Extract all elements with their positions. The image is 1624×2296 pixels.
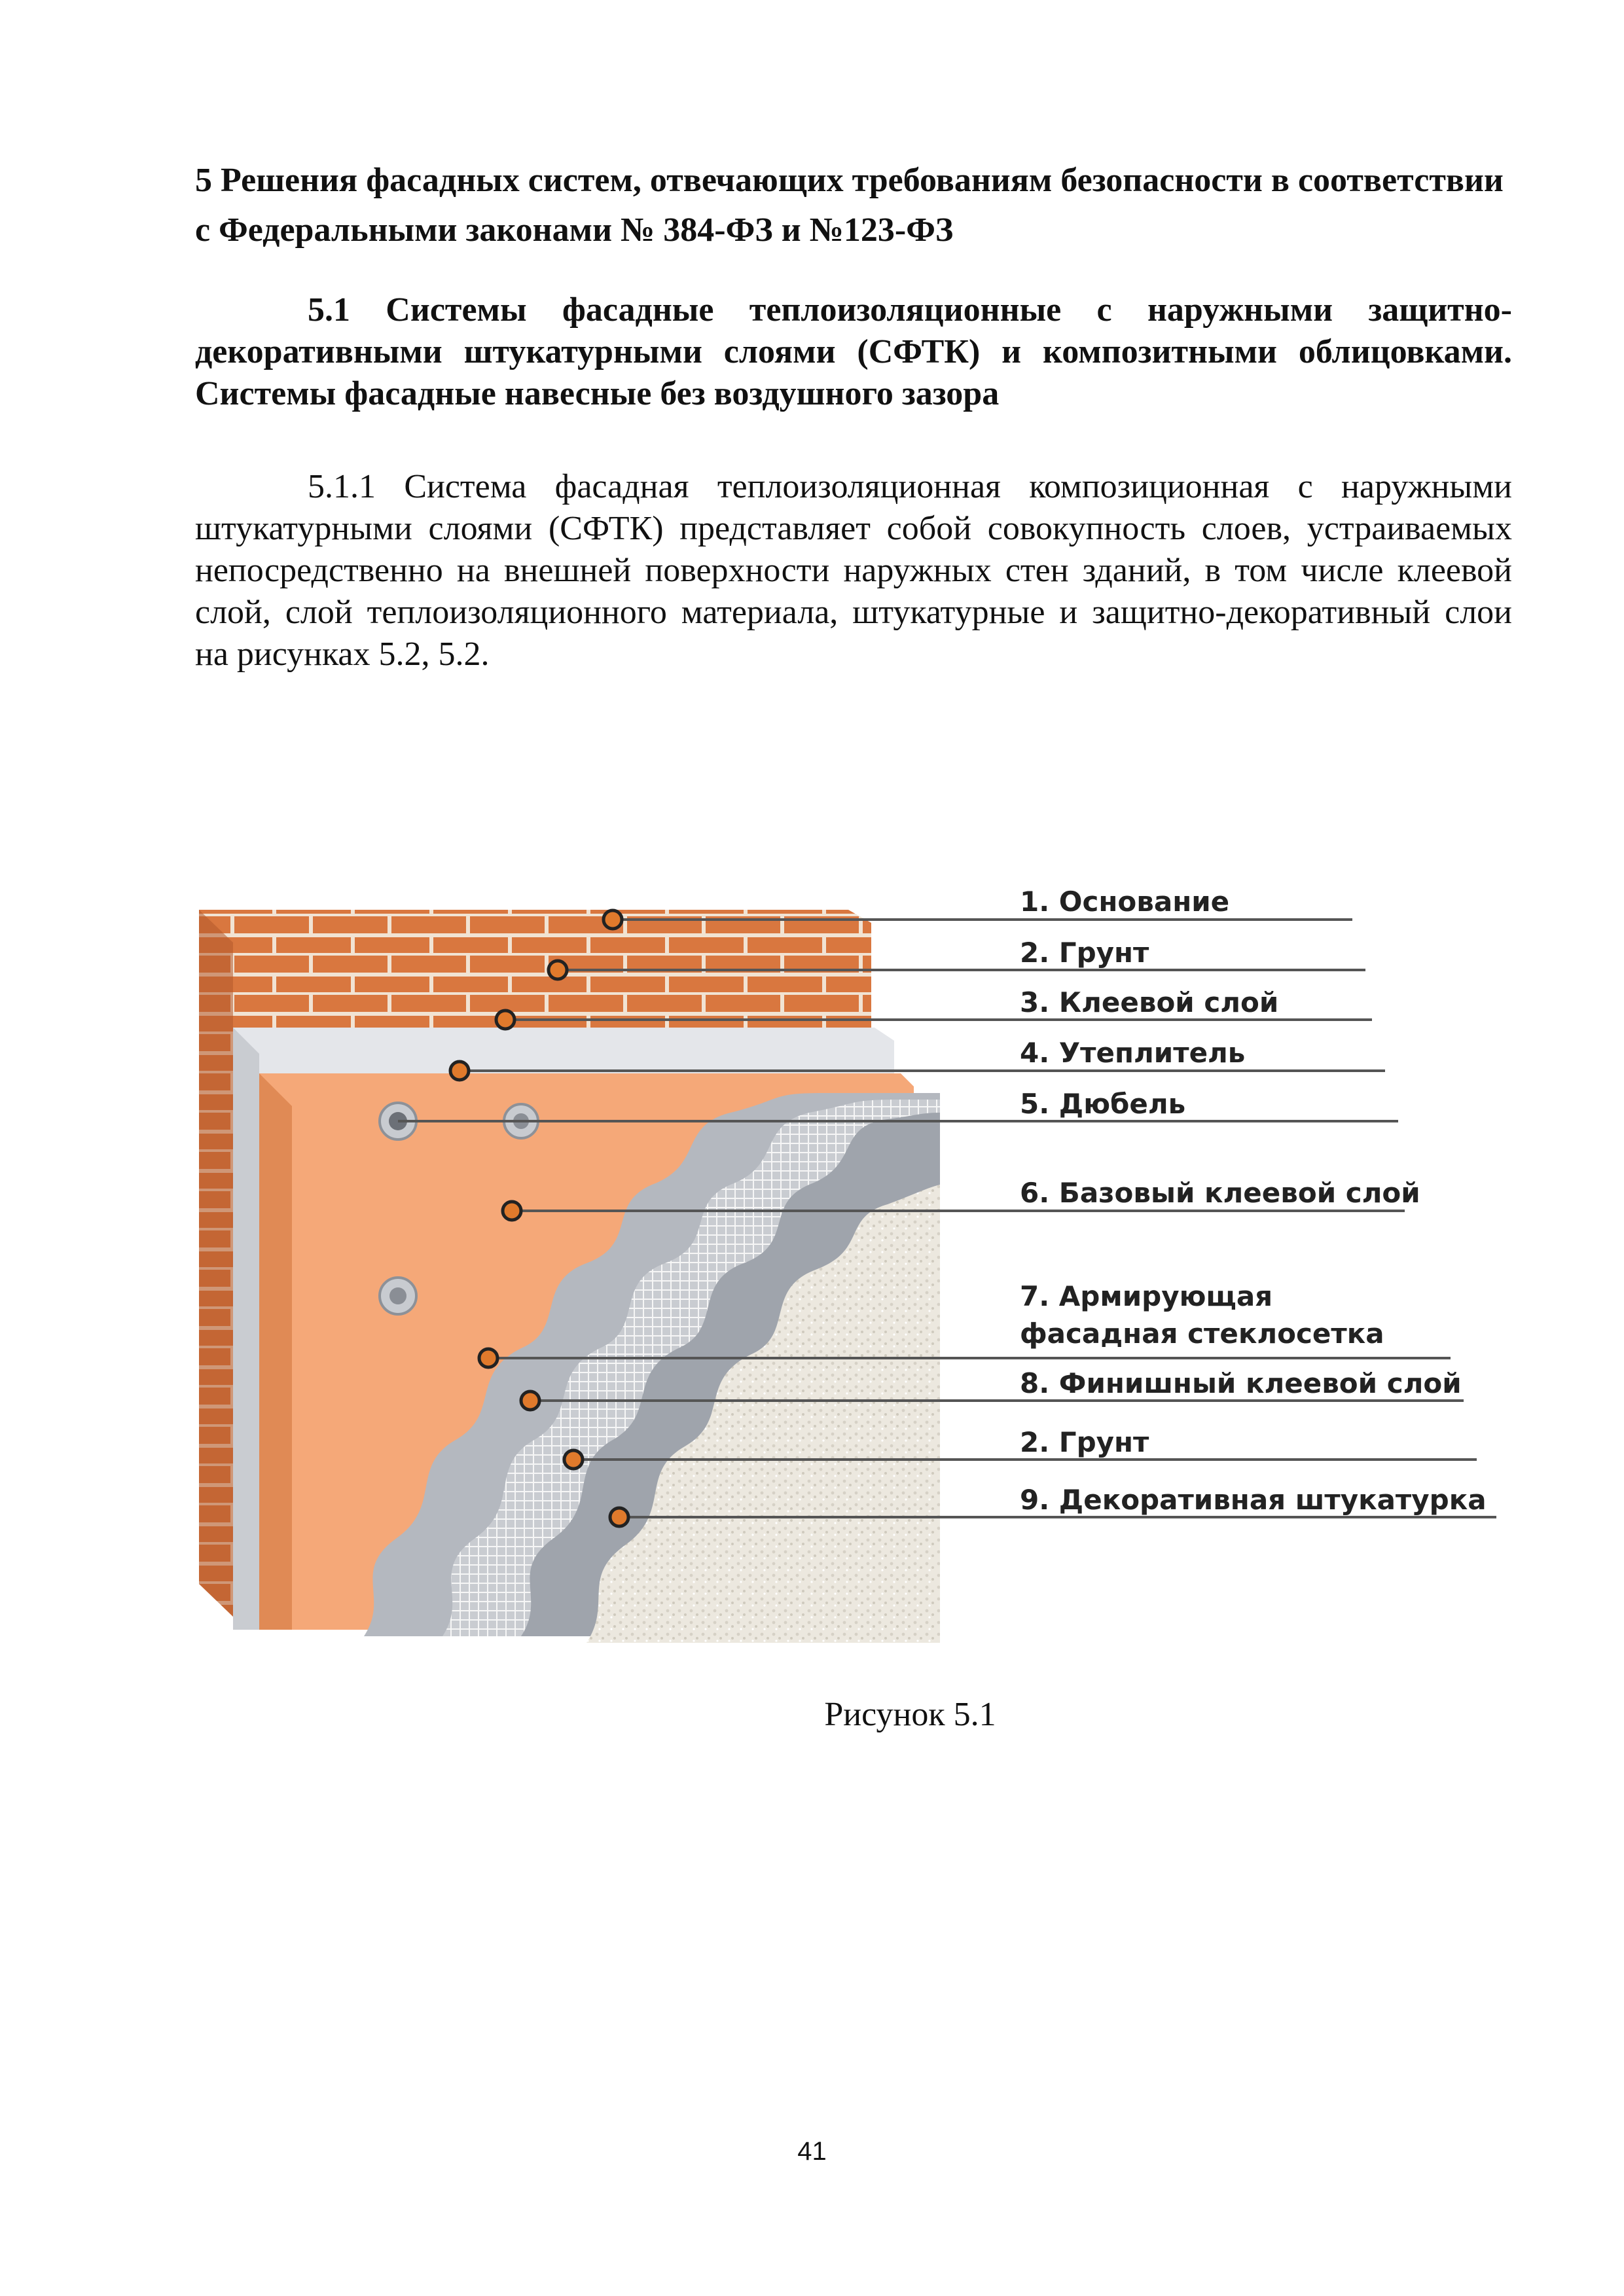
body-paragraph: 5.1.1 Система фасадная теплоизоляционная композиционная с наружными штукатурными слоями (СФТК) представляет собой совокупность слоев, устраиваемых непосредственно на внешней поверхности наружных стен зданий, в том числе клеевой слой, слой теплоизоляционного материала, штукатурные и защитно-декоративный слои на рисунках 5.2, 5.2. <box>195 468 1512 673</box>
page-number: 41 <box>797 2137 827 2166</box>
label-adhesive: 3. Клеевой слой <box>1020 986 1279 1018</box>
marker-finish-coat <box>479 1349 497 1367</box>
marker-insulation <box>450 1062 469 1080</box>
brick-side <box>199 910 233 1617</box>
label-dowel: 5. Дюбель <box>1020 1088 1186 1120</box>
label-primer: 2. Грунт <box>1020 937 1149 969</box>
label-mesh-line2: фасадная стеклосетка <box>1020 1318 1384 1350</box>
label-finish-coat: 8. Финишный клеевой слой <box>1020 1367 1462 1399</box>
label-base: 1. Основание <box>1020 886 1230 918</box>
label-base-coat: 6. Базовый клеевой слой <box>1020 1177 1420 1209</box>
figure-labels <box>1020 886 1487 1516</box>
facade-layers-figure <box>194 877 1503 1649</box>
marker-base-coat <box>503 1202 521 1220</box>
insulation-side <box>259 1073 292 1630</box>
marker-primer-3 <box>564 1450 583 1469</box>
marker-plaster <box>610 1508 628 1526</box>
facade-diagram <box>194 877 1503 1649</box>
marker-adhesive <box>496 1011 514 1029</box>
label-mesh-line1: 7. Армирующая <box>1020 1280 1273 1312</box>
label-insulation: 4. Утеплитель <box>1020 1037 1246 1069</box>
figure-caption <box>0 1694 1624 1736</box>
marker-primer <box>549 961 567 979</box>
label-primer-2: 2. Грунт <box>1020 1426 1149 1458</box>
figure-caption-text: Рисунок 5.1 <box>824 1696 996 1733</box>
primer-side <box>233 1028 259 1630</box>
label-plaster: 9. Декоративная штукатурка <box>1020 1484 1487 1516</box>
section-title: 5 Решения фасадных систем, отвечающих требованиям безопасности в соответствии с Федеральными законами № 384-ФЗ и №123-ФЗ <box>195 162 1504 249</box>
marker-primer-2 <box>521 1391 539 1410</box>
marker-base <box>604 910 622 929</box>
dowel-icon <box>380 1278 416 1314</box>
subsection-title: 5.1 Системы фасадные теплоизоляционные с наружными защитно-декоративными штукатурными слоями (СФТК) и композитными облицовками. Системы фасадные навесные без воздушного зазора <box>195 291 1512 412</box>
